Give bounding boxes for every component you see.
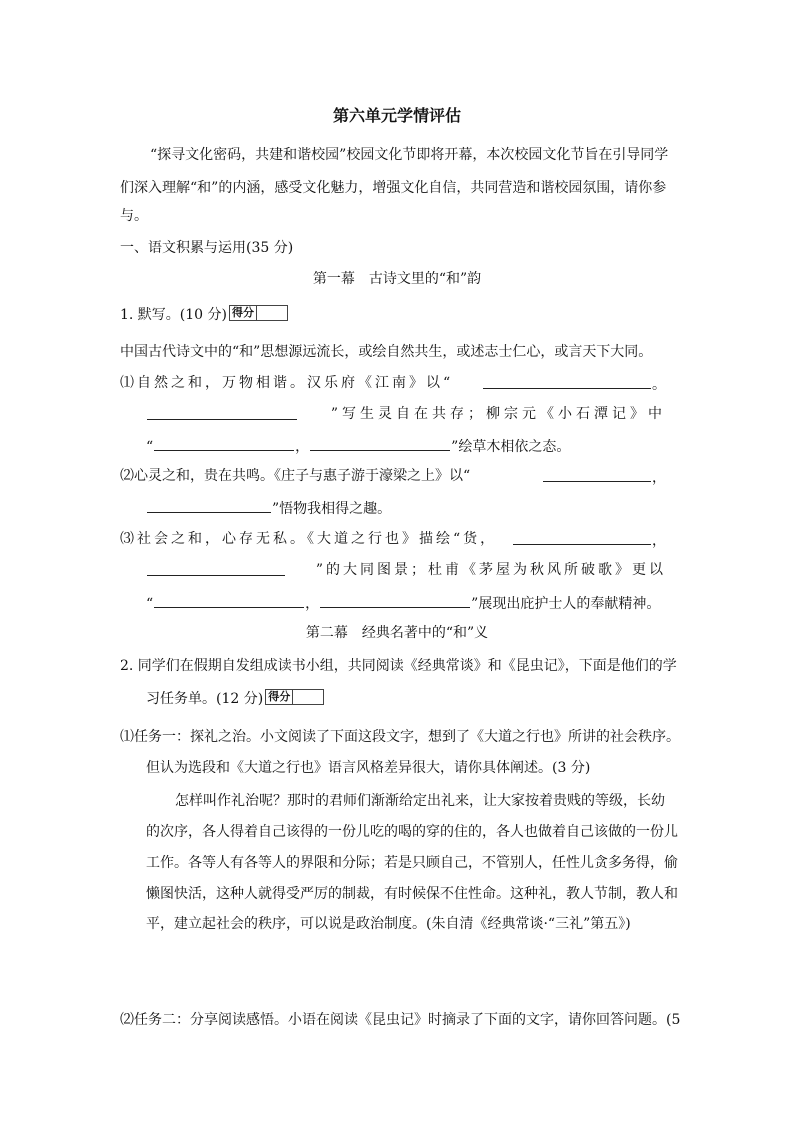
q1-p2-tail: ”悟物我相得之趣。 xyxy=(272,501,392,517)
answer-blank[interactable] xyxy=(147,497,271,513)
q1-stem xyxy=(120,305,288,325)
page-title: 第六单元学情评估 xyxy=(332,106,461,125)
q1-p1-text: ⑴自然之和，万物相谐。汉乐府《江南》以“ xyxy=(120,375,454,391)
answer-blank[interactable] xyxy=(154,592,304,608)
intro-line-2: 们深入理解“和”的内涵，感受文化魅力，增强文化自信，共同营造和谐校园氛围，请你参 xyxy=(120,180,667,196)
punct: ， xyxy=(305,596,320,612)
answer-blank[interactable] xyxy=(310,435,450,451)
act2-heading: 第二幕 经典名著中的“和”义 xyxy=(305,625,489,641)
q2-stem-text: 习任务单。(12 分) xyxy=(146,691,264,707)
intro-line-3: 与。 xyxy=(120,208,148,224)
q2-task1-line1: ⑴任务一：探礼之治。小文阅读了下面这段文字，想到了《大道之行也》所讲的社会秩序。 xyxy=(120,729,680,745)
punct: ， xyxy=(652,533,666,549)
act1-heading: 第一幕 古诗文里的“和”韵 xyxy=(312,271,482,287)
q1-p1-text-2: ”写生灵自在共存；柳宗元《小石潭记》中 xyxy=(330,406,666,422)
q1-part1-line2 xyxy=(146,404,666,424)
punct: ， xyxy=(652,470,666,486)
passage-line-3: 工作。各等人有各等人的界限和分际；若是只顾自己，不管别人，任性儿贪多务得，偷 xyxy=(146,855,678,871)
q1-p1-tail: ”绘草木相依之态。 xyxy=(451,439,571,455)
score-label: 得分 xyxy=(229,305,257,321)
q1-part1-line1 xyxy=(120,373,666,395)
answer-blank[interactable] xyxy=(483,373,651,389)
score-input-box[interactable] xyxy=(293,689,324,705)
punct: ， xyxy=(295,439,310,455)
score-label: 得分 xyxy=(265,689,293,705)
answer-blank[interactable] xyxy=(543,466,651,482)
q2-stem-line2 xyxy=(146,689,324,709)
q1-p3-tail: ”展现出庇护士人的奉献精神。 xyxy=(471,596,661,612)
q2-stem-line1: 2. 同学们在假期自发组成读书小组，共同阅读《经典常谈》和《昆虫记》，下面是他们的学 xyxy=(120,658,677,674)
q1-part2-line2 xyxy=(146,497,391,519)
q1-p3-text: ⑶社会之和，心存无私。《大道之行也》描绘“货， xyxy=(120,531,498,547)
answer-blank[interactable] xyxy=(154,435,294,451)
answer-blank[interactable] xyxy=(147,404,297,420)
punct: 。 xyxy=(652,377,666,393)
q1-stem-text: 1. 默写。(10 分) xyxy=(120,307,227,323)
passage-line-4: 懒图快活，这种人就得受严厉的制裁，有时候保不住性命。这种礼，教人节制，教人和 xyxy=(146,886,678,902)
passage-line-2: 的次序，各人得着自己该得的一份儿吃的喝的穿的住的，各人也做着自己该做的一份儿 xyxy=(146,824,678,840)
q1-score-box xyxy=(229,305,288,325)
q1-part3-line2 xyxy=(146,560,666,580)
q1-part3-line3 xyxy=(146,592,660,614)
q2-score-box xyxy=(265,689,324,709)
intro-line-1: “探寻文化密码，共建和谐校园”校园文化节即将开幕，本次校园文化节旨在引导同学 xyxy=(150,147,669,163)
passage-line-1: 怎样叫作礼治呢？那时的君师们渐渐给定出礼来，让大家按着贵贱的等级，长幼 xyxy=(175,793,665,809)
q1-p3-text-2: ”的大同图景；杜甫《茅屋为秋风所破歌》更以 xyxy=(315,562,666,578)
q1-p2-text: ⑵心灵之和，贵在共鸣。《庄子与惠子游于濠梁之上》以“ xyxy=(120,468,471,484)
q1-lead: 中国古代诗文中的“和”思想源远流长，或绘自然共生，或述志士仁心，或言天下大同。 xyxy=(120,344,653,360)
answer-blank[interactable] xyxy=(320,592,470,608)
answer-blank[interactable] xyxy=(147,560,285,576)
score-input-box[interactable] xyxy=(257,305,288,321)
answer-blank[interactable] xyxy=(513,529,651,545)
passage-line-5: 平，建立起社会的秩序，可以说是政治制度。(朱自清《经典常谈·“三礼”第五》) xyxy=(146,916,631,932)
punct: “ xyxy=(146,439,154,455)
q1-part3-line1 xyxy=(120,529,666,551)
punct: “ xyxy=(146,596,154,612)
q1-part1-line3 xyxy=(146,435,570,457)
q1-part2-line1 xyxy=(120,466,666,488)
section-heading: 一、语文积累与运用(35 分) xyxy=(120,240,294,256)
q2-task2-line1: ⑵任务二：分享阅读感悟。小语在阅读《昆虫记》时摘录了下面的文字，请你回答问题。(5 xyxy=(120,1012,681,1028)
q2-task1-line2: 但认为选段和《大道之行也》语言风格差异很大，请你具体阐述。(3 分) xyxy=(146,760,591,776)
